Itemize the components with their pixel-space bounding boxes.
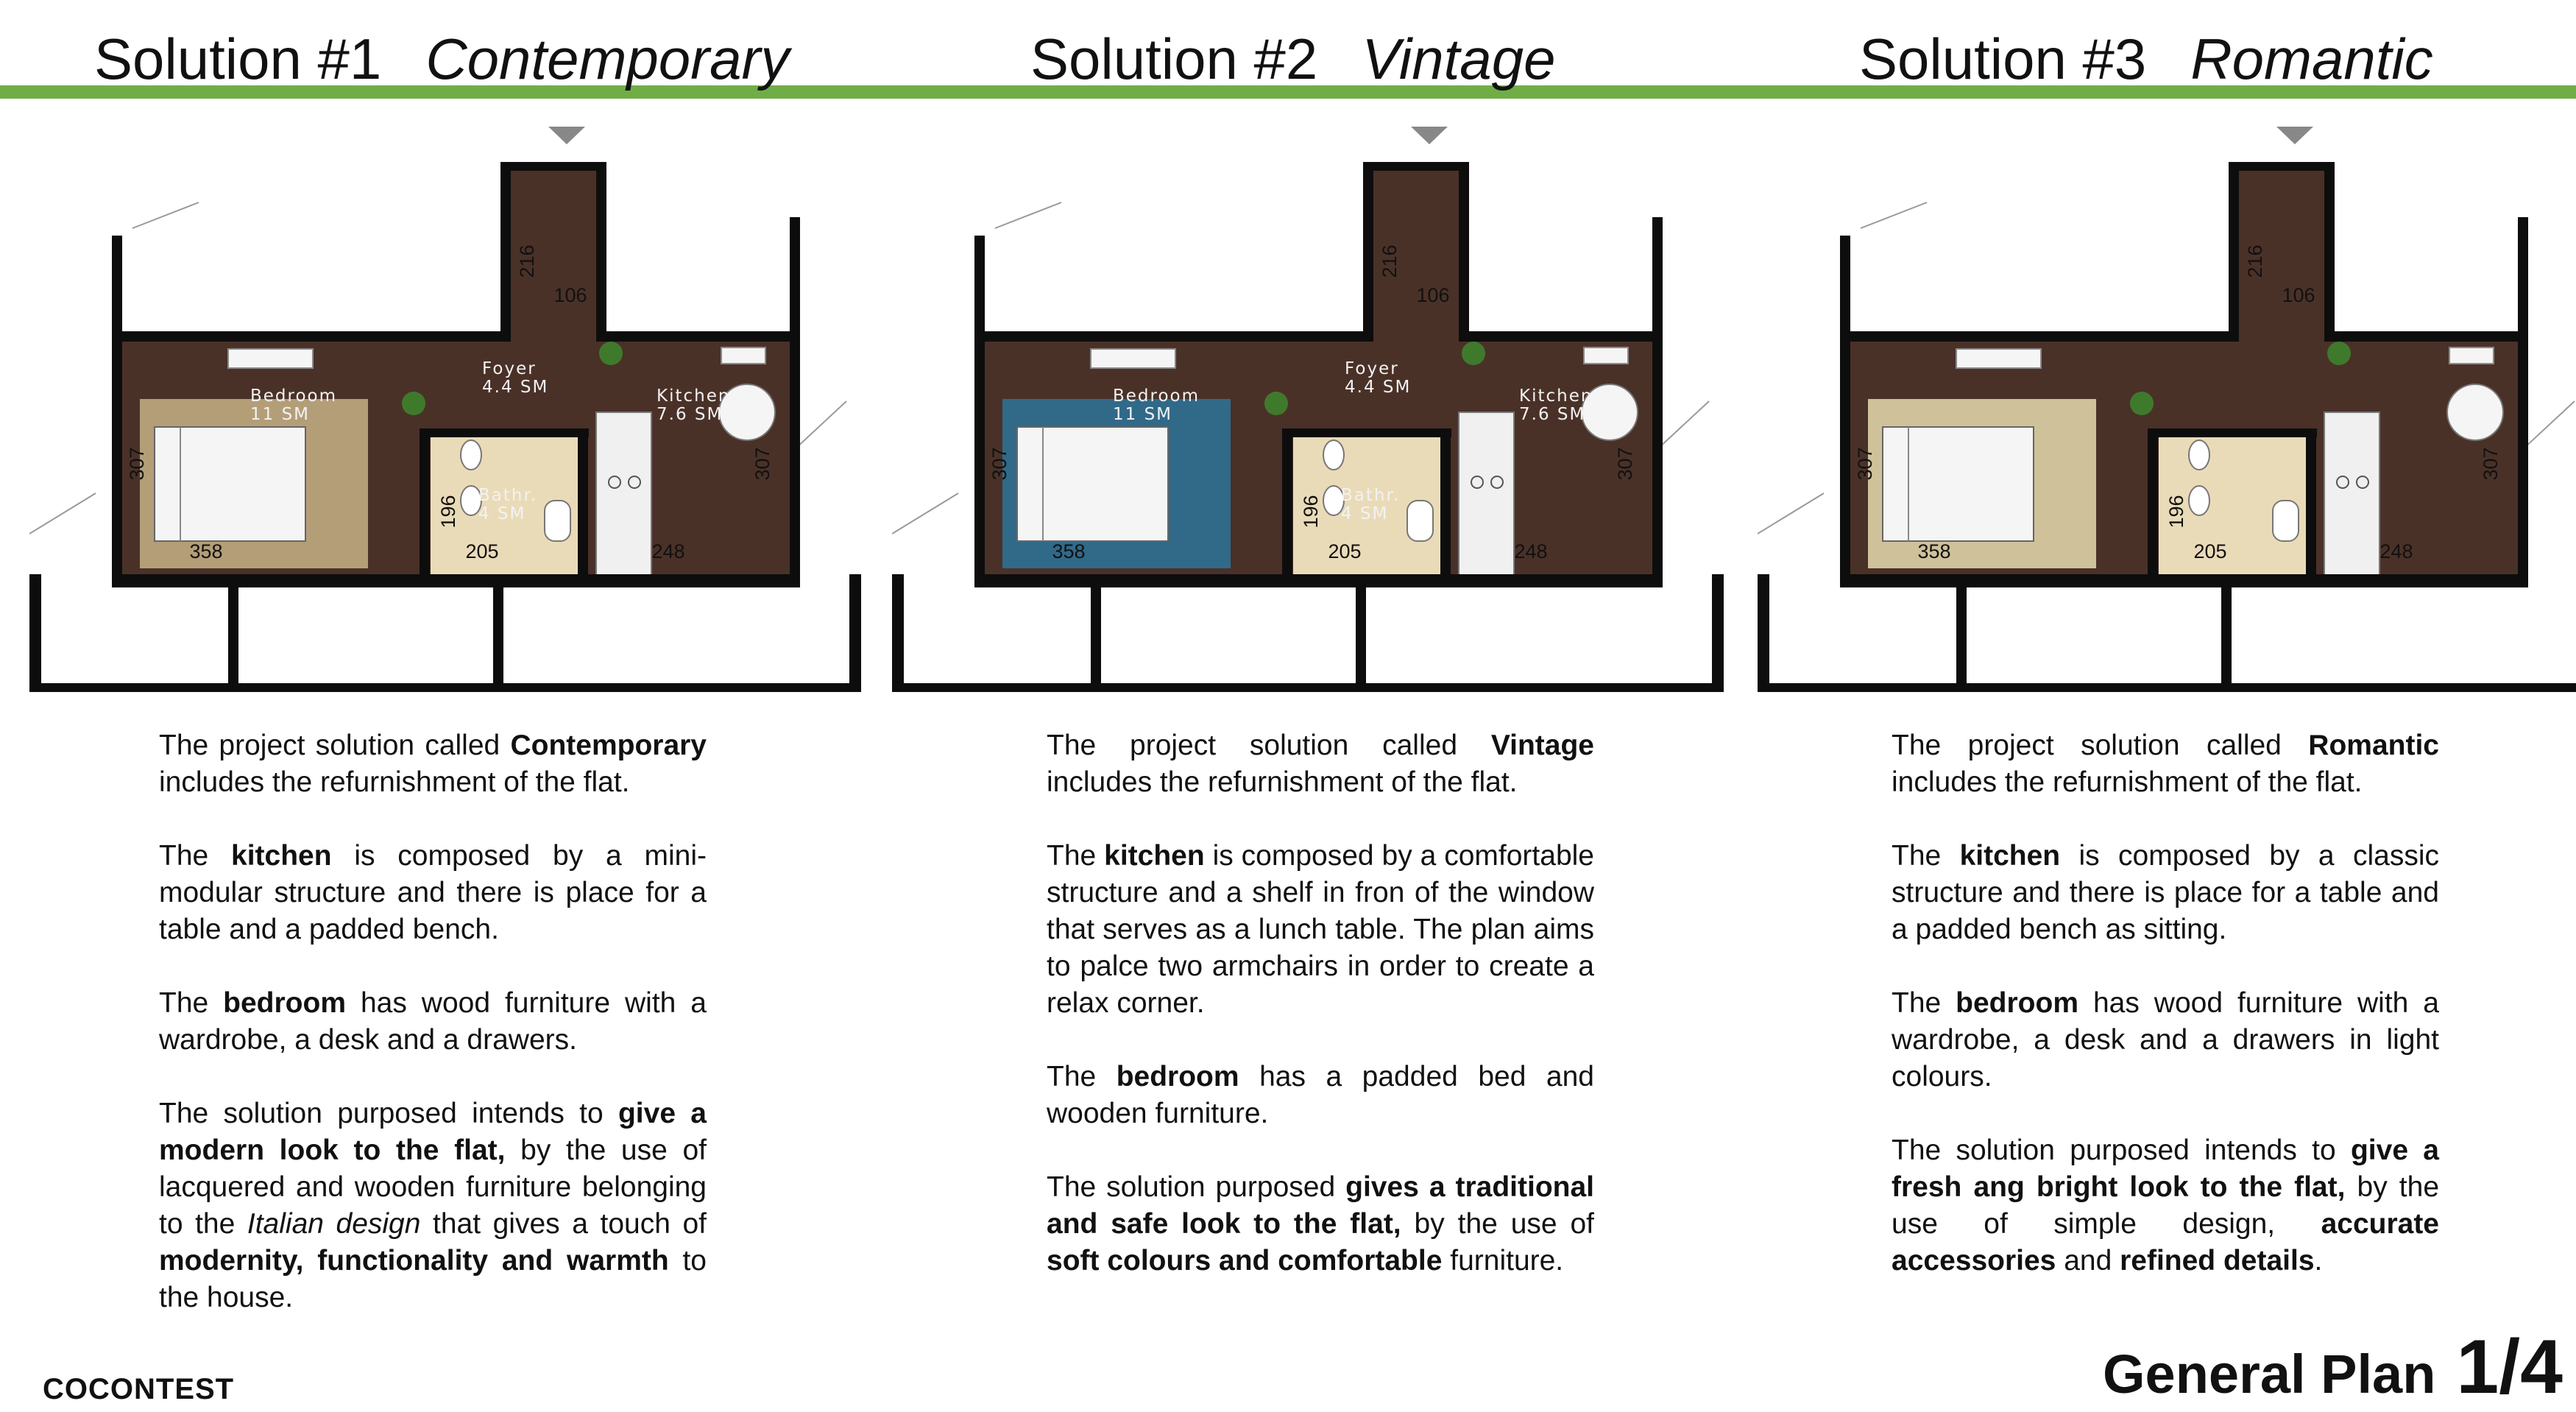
wall — [2148, 428, 2317, 437]
entrance-arrow-icon — [2276, 127, 2313, 144]
kitchen-counter — [1459, 412, 1514, 578]
dimension-label: 216 — [1379, 244, 1401, 278]
wall — [974, 574, 1663, 587]
text-run: The solution purposed — [1047, 1171, 1346, 1203]
dimension-label: 216 — [2244, 244, 2266, 278]
dimension-label: 196 — [1300, 495, 1322, 529]
dimension-label: 358 — [189, 540, 223, 562]
wall — [1091, 587, 1101, 683]
description-paragraph — [159, 1095, 707, 1316]
wall — [2148, 428, 2158, 579]
description-paragraph — [1047, 838, 1594, 1022]
description-paragraph — [1047, 1059, 1594, 1132]
bedroom-area-label: 11 SM — [1113, 405, 1173, 424]
wardrobe — [228, 349, 313, 368]
kitchen-area-label: 7.6 SM — [657, 405, 723, 424]
dimension-label: 216 — [516, 244, 538, 278]
context-line — [995, 202, 1061, 228]
text-run: The project solution called — [159, 730, 511, 761]
wall — [29, 574, 41, 692]
dimension-label: 196 — [2165, 495, 2187, 529]
dimension-label: 205 — [2193, 540, 2227, 562]
wall — [1956, 587, 1967, 683]
wall — [849, 574, 861, 692]
italic-text: Italian design — [247, 1208, 421, 1240]
solution-3-number: Solution #3 — [1859, 27, 2147, 91]
wall — [790, 217, 800, 587]
wall — [500, 162, 511, 342]
bold-text: give a modern look to the flat, — [159, 1098, 707, 1166]
wall — [1712, 574, 1724, 692]
bathroom-label: Bathr. — [1341, 486, 1401, 505]
wardrobe — [1956, 349, 2041, 368]
bold-text: refined details — [2120, 1245, 2315, 1277]
bold-text: Vintage — [1490, 730, 1594, 761]
text-run: by the use of — [1401, 1208, 1594, 1240]
toilet-icon — [461, 440, 481, 470]
description-paragraph — [159, 727, 707, 801]
bedroom-label: Bedroom — [250, 386, 338, 406]
text-run: The — [1047, 1061, 1117, 1092]
dimension-label: 248 — [1514, 540, 1548, 562]
text-run: has a padded bed and wooden furniture. — [1047, 1061, 1594, 1129]
plant-icon — [2130, 392, 2154, 415]
text-run: The solution purposed intends to — [159, 1098, 618, 1129]
sink-icon — [2273, 501, 2299, 541]
text-run: is composed by a comfortable structure and a shelf in fron of the window that serves as a lunch table. The plan aims to palce two armchairs in order to create a relax corner. — [1047, 840, 1594, 1019]
foyer-label: Foyer — [1345, 359, 1399, 378]
bidet-icon — [2189, 486, 2209, 515]
plant-icon — [1462, 342, 1485, 365]
wall — [1840, 236, 1850, 585]
text-run: The project solution called — [1047, 730, 1491, 761]
wall — [112, 236, 122, 585]
wall — [1758, 683, 2576, 692]
solution-1-style: Contemporary — [425, 27, 790, 91]
wall — [420, 428, 589, 437]
description-paragraph — [159, 838, 707, 948]
plant-icon — [599, 342, 623, 365]
dimension-label: 307 — [126, 447, 148, 481]
wall — [892, 683, 1724, 692]
wall — [2221, 587, 2232, 683]
bold-text: soft colours and comfortable — [1047, 1245, 1443, 1277]
bold-text: gives a traditional and safe look to the flat, — [1047, 1171, 1594, 1240]
wall — [578, 428, 588, 579]
dimension-label: 307 — [988, 447, 1011, 481]
wall — [500, 162, 606, 171]
description-paragraph — [1047, 727, 1594, 801]
bold-text: accurate accessories — [1892, 1208, 2439, 1277]
window-frame — [721, 347, 765, 364]
solution-3-title — [1859, 22, 2433, 96]
text-run: has wood furniture with a wardrobe, a desk and a drawers. — [159, 987, 707, 1056]
bed — [1017, 427, 1168, 541]
floor-plan-contemporary — [29, 110, 861, 692]
toilet-icon — [1323, 440, 1344, 470]
entrance-arrow-icon — [1411, 127, 1448, 144]
wall — [1840, 331, 2237, 342]
context-line — [132, 202, 199, 228]
wall — [596, 162, 606, 342]
dimension-label: 358 — [1052, 540, 1086, 562]
dimension-label: 205 — [1328, 540, 1362, 562]
plant-icon — [402, 392, 425, 415]
wall — [974, 331, 1372, 342]
bedroom-area-label: 11 SM — [250, 405, 311, 424]
context-line — [29, 493, 96, 534]
wall — [1282, 428, 1451, 437]
dimension-label: 196 — [437, 495, 459, 529]
floor-plan-svg — [892, 110, 1724, 692]
bold-text: Contemporary — [510, 730, 707, 761]
text-run: The — [159, 840, 231, 872]
text-run: is composed by a classic structure and there is place for a table and a padded bench as sitting. — [1892, 840, 2439, 945]
window-frame — [2449, 347, 2494, 364]
wall — [228, 587, 238, 683]
window-frame — [1584, 347, 1628, 364]
kitchen-table — [2447, 384, 2503, 440]
text-run: is composed by a mini-modular structure and there is place for a table and a padded bench. — [159, 840, 707, 945]
plant-icon — [2327, 342, 2351, 365]
solution-1-title — [94, 22, 790, 96]
dimension-label: 248 — [651, 540, 685, 562]
text-run: The project solution called — [1892, 730, 2309, 761]
bold-text: modernity, functionality and warmth — [159, 1245, 669, 1277]
sink-icon — [1407, 501, 1433, 541]
dimension-label: 205 — [465, 540, 499, 562]
floor-plan-svg — [1758, 110, 2576, 692]
text-run: by the use of lacquered and wooden furniture belonging to the — [159, 1134, 707, 1240]
wall — [493, 587, 503, 683]
wall — [2306, 428, 2316, 579]
dimension-label: 358 — [1917, 540, 1951, 562]
dimension-label: 307 — [1854, 447, 1876, 481]
foyer-area-label: 4.4 SM — [482, 378, 549, 397]
toilet-icon — [2189, 440, 2209, 470]
wall — [1758, 574, 1769, 692]
wall — [1282, 428, 1292, 579]
floor-plan-svg — [29, 110, 861, 692]
solution-2-style: Vintage — [1362, 27, 1556, 91]
dimension-label: 307 — [2480, 447, 2502, 481]
foyer-area-label: 4.4 SM — [1345, 378, 1412, 397]
wall — [1652, 217, 1663, 587]
bold-text: kitchen — [1104, 840, 1205, 872]
bathroom-label: Bathr. — [478, 486, 538, 505]
kitchen-area-label: 7.6 SM — [1519, 405, 1586, 424]
cocontest-logo: COCONTEST — [43, 1373, 235, 1405]
wall — [1459, 162, 1469, 342]
sink-icon — [545, 501, 570, 541]
wall — [1459, 331, 1663, 342]
dimension-label: 106 — [1416, 284, 1450, 306]
bold-text: bedroom — [223, 987, 346, 1019]
wall — [112, 331, 509, 342]
description-paragraph — [159, 985, 707, 1059]
text-run: . — [2314, 1245, 2323, 1277]
text-run: includes the refurnishment of the flat. — [1892, 766, 2363, 798]
wall — [2324, 162, 2335, 342]
floor-plan-romantic — [1758, 110, 2576, 692]
wall — [1363, 162, 1469, 171]
wall — [2518, 217, 2528, 587]
text-run: The solution purposed intends to — [1892, 1134, 2351, 1166]
dimension-label: 307 — [751, 447, 774, 481]
solution-1-number: Solution #1 — [94, 27, 382, 91]
context-line — [795, 401, 846, 449]
plant-icon — [1264, 392, 1288, 415]
wall — [2324, 331, 2528, 342]
bold-text: Romantic — [2308, 730, 2439, 761]
kitchen-counter — [2324, 412, 2379, 578]
dimension-label: 106 — [553, 284, 587, 306]
text-run: includes the refurnishment of the flat. — [1047, 766, 1518, 798]
description-paragraph — [1892, 985, 2439, 1095]
text-run: has wood furniture with a wardrobe, a desk and a drawers in light colours. — [1892, 987, 2439, 1092]
description-contemporary — [159, 727, 707, 1353]
bold-text: give a fresh ang bright look to the flat, — [1892, 1134, 2439, 1203]
wall — [29, 683, 861, 692]
text-run: The — [1892, 840, 1960, 872]
dimension-label: 307 — [1614, 447, 1636, 481]
bathroom-area-label: 4 SM — [1341, 504, 1389, 523]
text-run: The — [1047, 840, 1105, 872]
bold-text: bedroom — [1116, 1061, 1239, 1092]
page-label — [2103, 1324, 2563, 1411]
wall — [1363, 162, 1373, 342]
entrance-arrow-icon — [548, 127, 585, 144]
description-paragraph — [1892, 1132, 2439, 1279]
description-paragraph — [1892, 838, 2439, 948]
text-run: The — [159, 987, 224, 1019]
context-line — [1861, 202, 1927, 228]
solution-2-title — [1030, 22, 1555, 96]
bedroom-label: Bedroom — [1113, 386, 1200, 406]
wall — [420, 428, 430, 579]
wall — [1840, 574, 2528, 587]
context-line — [1657, 401, 1709, 449]
kitchen-label: Kitchen — [1519, 386, 1593, 406]
bed — [155, 427, 305, 541]
text-run: furniture. — [1442, 1245, 1564, 1277]
plan-title: General Plan — [2103, 1344, 2436, 1405]
bold-text: kitchen — [1959, 840, 2061, 872]
text-run: by the use of simple design, — [1892, 1171, 2440, 1240]
bold-text: bedroom — [1956, 987, 2078, 1019]
context-line — [892, 493, 958, 534]
description-paragraph — [1047, 1169, 1594, 1279]
bathroom-area-label: 4 SM — [478, 504, 526, 523]
description-paragraph — [1892, 727, 2439, 801]
context-line — [2523, 401, 2575, 449]
text-run: and — [2056, 1245, 2120, 1277]
solution-2-number: Solution #2 — [1030, 27, 1318, 91]
wall — [596, 331, 800, 342]
text-run: The — [1892, 987, 1956, 1019]
wall — [974, 236, 985, 585]
wardrobe — [1091, 349, 1175, 368]
context-line — [1758, 493, 1824, 534]
solution-3-style: Romantic — [2190, 27, 2433, 91]
wall — [892, 574, 904, 692]
dimension-label: 248 — [2379, 540, 2413, 562]
wall — [1356, 587, 1366, 683]
text-run: that gives a touch of — [420, 1208, 707, 1240]
bed — [1883, 427, 2034, 541]
description-romantic — [1892, 727, 2439, 1316]
wall — [2229, 162, 2335, 171]
wall — [1440, 428, 1451, 579]
floor-plan-vintage — [892, 110, 1724, 692]
description-vintage — [1047, 727, 1594, 1316]
foyer-label: Foyer — [482, 359, 537, 378]
kitchen-counter — [596, 412, 651, 578]
wall — [112, 574, 800, 587]
kitchen-label: Kitchen — [657, 386, 731, 406]
text-run: to the house. — [159, 1245, 707, 1313]
plan-number: 1/4 — [2456, 1324, 2563, 1410]
dimension-label: 106 — [2282, 284, 2315, 306]
wall — [2229, 162, 2239, 342]
text-run: includes the refurnishment of the flat. — [159, 766, 630, 798]
bold-text: kitchen — [231, 840, 332, 872]
